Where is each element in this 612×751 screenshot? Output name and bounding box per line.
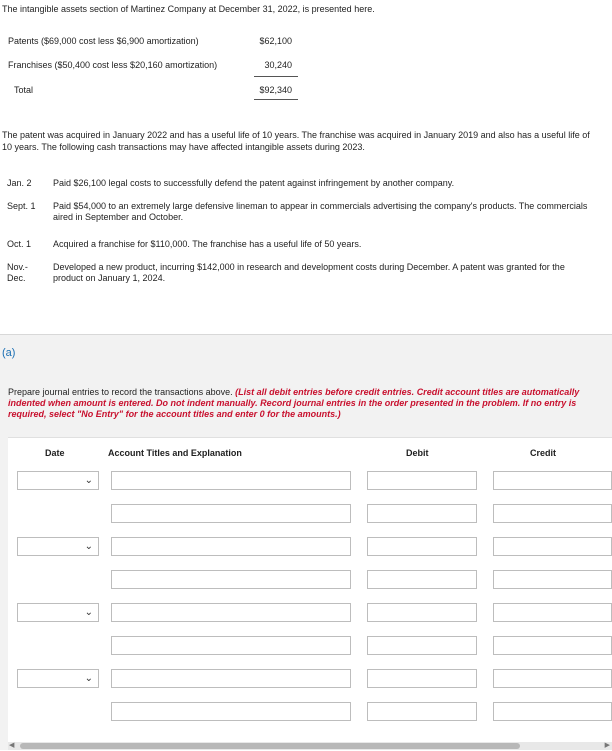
instruction-warning: (List all debit entries before credit entries. Credit account titles are automatically indented when amount is entered. Do not indent manually. Record journal entries in the order presented in the problem. If no entry is required, select "No Entry" for the account titles and enter 0 for the amounts.) [8,387,580,419]
journal-entry-table [8,437,612,751]
transaction-description: Paid $54,000 to an extremely large defensive lineman to appear in commercials advertising the company's products. The commercials aired in September and October. [53,201,588,222]
journal-row [8,603,612,623]
header-date: Date [45,448,65,458]
account-title-input[interactable] [111,636,351,655]
date-select[interactable] [17,603,99,622]
chevron-down-icon: ⌄ [84,475,93,486]
scroll-right-icon[interactable]: ▶ [604,742,610,749]
asset-value: 30,240 [264,60,292,70]
total-value: $92,340 [259,85,292,95]
credit-input[interactable] [493,537,612,556]
transaction-description: Paid $26,100 legal costs to successfully defend the patent against infringement by another company. [53,178,455,188]
credit-input[interactable] [493,603,612,622]
journal-row [8,471,612,491]
asset-value: $62,100 [259,36,292,46]
journal-row [8,702,612,722]
asset-row-franchises [0,58,300,74]
account-title-input[interactable] [111,570,351,589]
transaction-description: Acquired a franchise for $110,000. The franchise has a useful life of 50 years. [53,239,362,249]
transaction-date: Sept. 1 [7,201,36,211]
chevron-down-icon: ⌄ [84,541,93,552]
asset-label: Franchises ($50,400 cost less $20,160 amortization) [8,60,218,70]
account-title-input[interactable] [111,471,351,490]
debit-input[interactable] [367,570,477,589]
instruction-text: Prepare journal entries to record the transactions above. [8,387,236,397]
transaction-date: Oct. 1 [7,239,32,249]
account-title-input[interactable] [111,669,351,688]
chevron-down-icon: ⌄ [84,607,93,618]
journal-row [8,570,612,590]
date-select[interactable] [17,537,99,556]
credit-input[interactable] [493,471,612,490]
credit-input[interactable] [493,636,612,655]
part-a-label: (a) [2,347,16,359]
account-title-input[interactable] [111,702,351,721]
header-debit: Debit [406,448,429,458]
transaction-date: Jan. 2 [7,178,32,188]
transaction-date: Nov.- Dec. [7,262,28,283]
total-label: Total [14,85,34,95]
credit-input[interactable] [493,570,612,589]
account-title-input[interactable] [111,504,351,523]
scroll-left-icon[interactable]: ◀ [9,742,15,749]
account-title-input[interactable] [111,603,351,622]
journal-row [8,504,612,524]
horizontal-scrollbar[interactable] [8,742,612,750]
account-title-input[interactable] [111,537,351,556]
credit-input[interactable] [493,669,612,688]
intro-text: The intangible assets section of Martinez Company at December 31, 2022, is presented here. [2,4,375,14]
journal-row [8,537,612,557]
debit-input[interactable] [367,537,477,556]
debit-input[interactable] [367,504,477,523]
debit-input[interactable] [367,702,477,721]
date-select[interactable] [17,471,99,490]
credit-input[interactable] [493,702,612,721]
header-account: Account Titles and Explanation [108,448,242,458]
chevron-down-icon: ⌄ [84,673,93,684]
asset-row-patents [0,34,300,50]
asset-label: Patents ($69,000 cost less $6,900 amortization) [8,36,199,46]
debit-input[interactable] [367,669,477,688]
debit-input[interactable] [367,471,477,490]
part-a-panel [0,334,612,750]
journal-row [8,636,612,656]
date-select[interactable] [17,669,99,688]
header-credit: Credit [530,448,557,458]
problem-paragraph: The patent was acquired in January 2022 and has a useful life of 10 years. The franchise was acquired in January 2019 and also has a useful life of 10 years. The following cash transactions may have affected intangible assets during 2023. [2,130,590,152]
debit-input[interactable] [367,603,477,622]
debit-input[interactable] [367,636,477,655]
part-a-instructions [8,387,588,420]
asset-row-total [0,83,300,99]
transaction-description: Developed a new product, incurring $142,000 in research and development costs during December. A patent was granted for the product on January 1, 2024. [53,262,565,283]
credit-input[interactable] [493,504,612,523]
scrollbar-thumb[interactable] [20,743,520,749]
total-rule [254,99,298,100]
subtotal-rule [254,76,298,77]
journal-row [8,669,612,689]
